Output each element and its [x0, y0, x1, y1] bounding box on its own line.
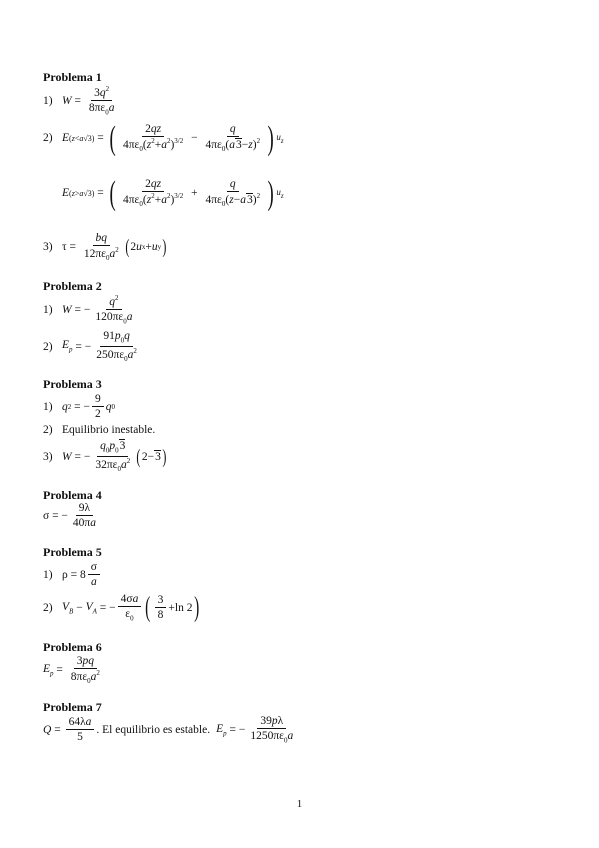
item-number: 2) [43, 132, 53, 145]
p1-answer-3: 3) τ = $\frac{bq}{12\pi\varepsilon_0a^2}$ ( 2 u x + u y ) [43, 232, 167, 263]
p3-answer-1: 1) q 2 = − $\frac{9}{2}$ q 0 [43, 393, 115, 421]
item-number: 2) [43, 340, 53, 353]
p2-answer-2: 2) $E_p$ = − $\frac{91p_0q}{250\pi\varepsilon_0a^2}$ [43, 330, 137, 363]
p1-answer-2a: 2) E (z<a√3) = ( $\frac{2qz}{4\pi\varepsilon_0(z^2+a^2)^{3/2}}$ − $\frac{q}{4\pi\varepsilon_0(a3-z)^2}$ ) $u_z$ [43, 119, 284, 157]
item-number: 1) [43, 95, 53, 108]
item-number: 3) [43, 241, 53, 254]
item-number: 2) [43, 424, 53, 436]
p1-answer-1: 1) W = $\frac{3q^2}{8\pi\varepsilon_0a}$ [43, 85, 115, 117]
problem-6-heading: Problema 6 [43, 640, 102, 654]
p5-answer-1: 1) ρ = 8 $\frac{\sigma}{a}$ [43, 561, 102, 588]
item-number: 2) [43, 601, 53, 614]
p5-answer-2: 2) $V_B$ − $V_A$ = − $\frac{4\sigma a}{\varepsilon_0}$ ( $\frac{3}{8}$ +ln 2 ) [43, 591, 200, 623]
p7-answer: Q = $\frac{64\lambda a}{5}$ . El equilibrio es estable. $E_p$ = − $\frac{39p\lambda}{1250\pi\varepsilon_0a}$ [43, 715, 294, 745]
problem-1-heading: Problema 1 [43, 70, 102, 84]
p3-answer-3: 3) W = − $\frac{q_0p_03}{32\pi\varepsilon_0a^2}$ ( 2− 3 ) [43, 440, 167, 473]
p6-answer: $E_p$ = $\frac{3pq}{8\pi\varepsilon_0a^2}$ [43, 655, 100, 686]
problem-5-heading: Problema 5 [43, 545, 102, 559]
item-number: 1) [43, 568, 53, 581]
item-number: 3) [43, 450, 53, 463]
p2-answer-1: 1) W = − $\frac{q^2}{120\pi\varepsilon_0a}$ [43, 294, 133, 326]
p3-answer-2 [43, 424, 155, 436]
problem-2-heading: Problema 2 [43, 279, 102, 293]
item-number: 1) [43, 400, 53, 413]
p4-answer: σ = − $\frac{9\lambda}{40\pi a}$ [43, 502, 96, 530]
p1-answer-2b: E (z>a√3) = ( $\frac{2qz}{4\pi\varepsilon_0(z^2+a^2)^{3/2}}$ + $\frac{q}{4\pi\varepsilon_0(z-a3)^2}$ ) $u_z$ [62, 174, 284, 212]
item-number: 1) [43, 304, 53, 317]
p3-answer-2-text: Equilibrio inestable. [62, 424, 156, 436]
problem-4-heading: Problema 4 [43, 488, 102, 502]
problem-3-heading: Problema 3 [43, 377, 102, 391]
page-number: 1 [296, 798, 303, 810]
problem-7-heading: Problema 7 [43, 700, 102, 714]
p7-answer-text: . El equilibrio es estable. [96, 723, 211, 736]
